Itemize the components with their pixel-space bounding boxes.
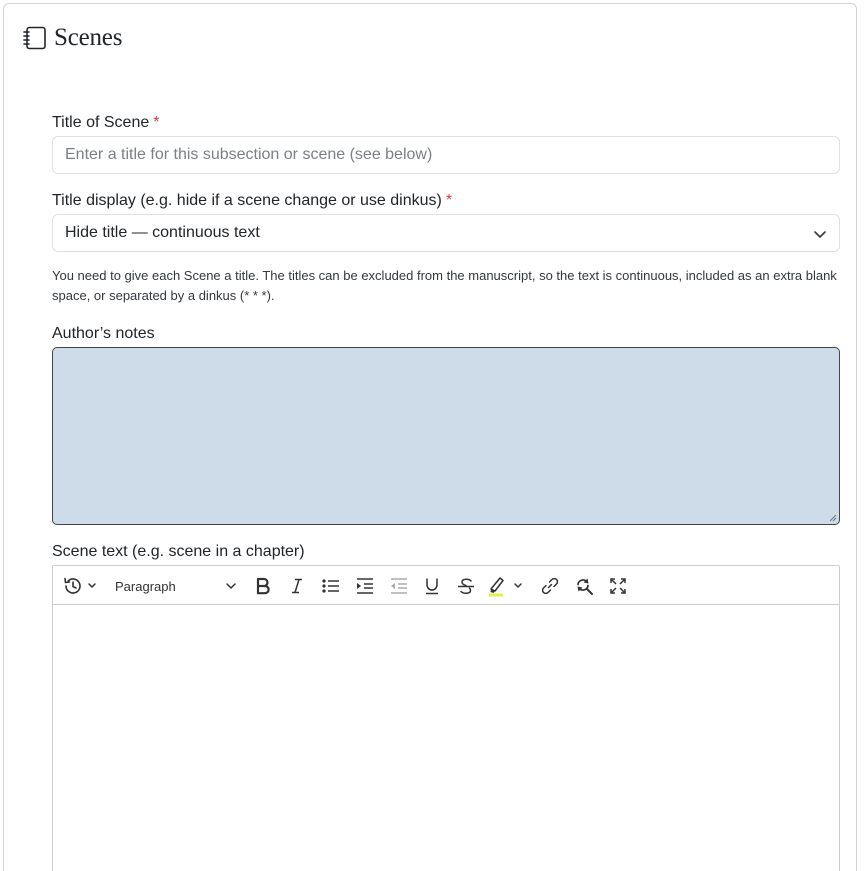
underline-icon [422, 576, 442, 596]
bold-icon [253, 576, 273, 596]
indent-button[interactable] [353, 574, 377, 598]
bulleted-list-icon [321, 576, 341, 596]
bulleted-list-button[interactable] [319, 574, 343, 598]
find-replace-button[interactable] [572, 574, 596, 598]
highlight-button[interactable] [487, 574, 529, 598]
title-display-label [52, 192, 452, 210]
link-icon [540, 576, 560, 596]
section-title: Scenes [54, 24, 123, 51]
outdent-button[interactable] [387, 574, 411, 598]
history-icon [61, 574, 103, 598]
heading-dropdown-value: Paragraph [115, 578, 176, 594]
help-text: You need to give each Scene a title. The titles can be excluded from the manuscript, so the text is continuous, included as an extra blank space, or separated by a dinkus (* * *). [52, 268, 837, 303]
scene-text-content-area[interactable] [53, 605, 839, 871]
scene-title-placeholder: Enter a title for this subsection or scene (see below) [65, 146, 433, 163]
editor-toolbar [53, 566, 839, 605]
strikethrough-icon [456, 576, 476, 596]
title-display-selected-value: Hide title — continuous text [65, 224, 260, 241]
title-of-scene-label-text: Title of Scene [52, 114, 150, 131]
authors-notes-label: Author’s notes [52, 325, 155, 342]
required-marker: * [445, 192, 453, 209]
fullscreen-button[interactable] [606, 574, 630, 598]
heading-dropdown[interactable] [115, 574, 239, 598]
highlight-icon [487, 574, 529, 598]
find-replace-icon [574, 576, 594, 596]
chevron-down-icon [813, 227, 827, 241]
section-header [22, 24, 122, 52]
link-button[interactable] [538, 574, 562, 598]
history-button[interactable] [61, 574, 103, 598]
outdent-icon [389, 576, 409, 596]
indent-icon [355, 576, 375, 596]
italic-button[interactable] [285, 574, 309, 598]
title-of-scene-label [52, 114, 159, 132]
title-display-select[interactable] [52, 214, 840, 252]
authors-notes-textarea[interactable] [52, 347, 840, 525]
scene-title-input[interactable] [52, 136, 840, 174]
scene-text-editor [52, 565, 840, 871]
strikethrough-button[interactable] [454, 574, 478, 598]
title-display-label-text: Title display (e.g. hide if a scene change or use dinkus) [52, 192, 442, 209]
required-marker: * [153, 114, 160, 131]
notebook-icon [22, 25, 48, 51]
chevron-down-icon [225, 580, 237, 592]
scene-text-label: Scene text (e.g. scene in a chapter) [52, 543, 305, 560]
bold-button[interactable] [251, 574, 275, 598]
italic-icon [287, 576, 307, 596]
fullscreen-icon [608, 576, 628, 596]
underline-button[interactable] [420, 574, 444, 598]
resize-grip-icon[interactable] [829, 514, 837, 522]
